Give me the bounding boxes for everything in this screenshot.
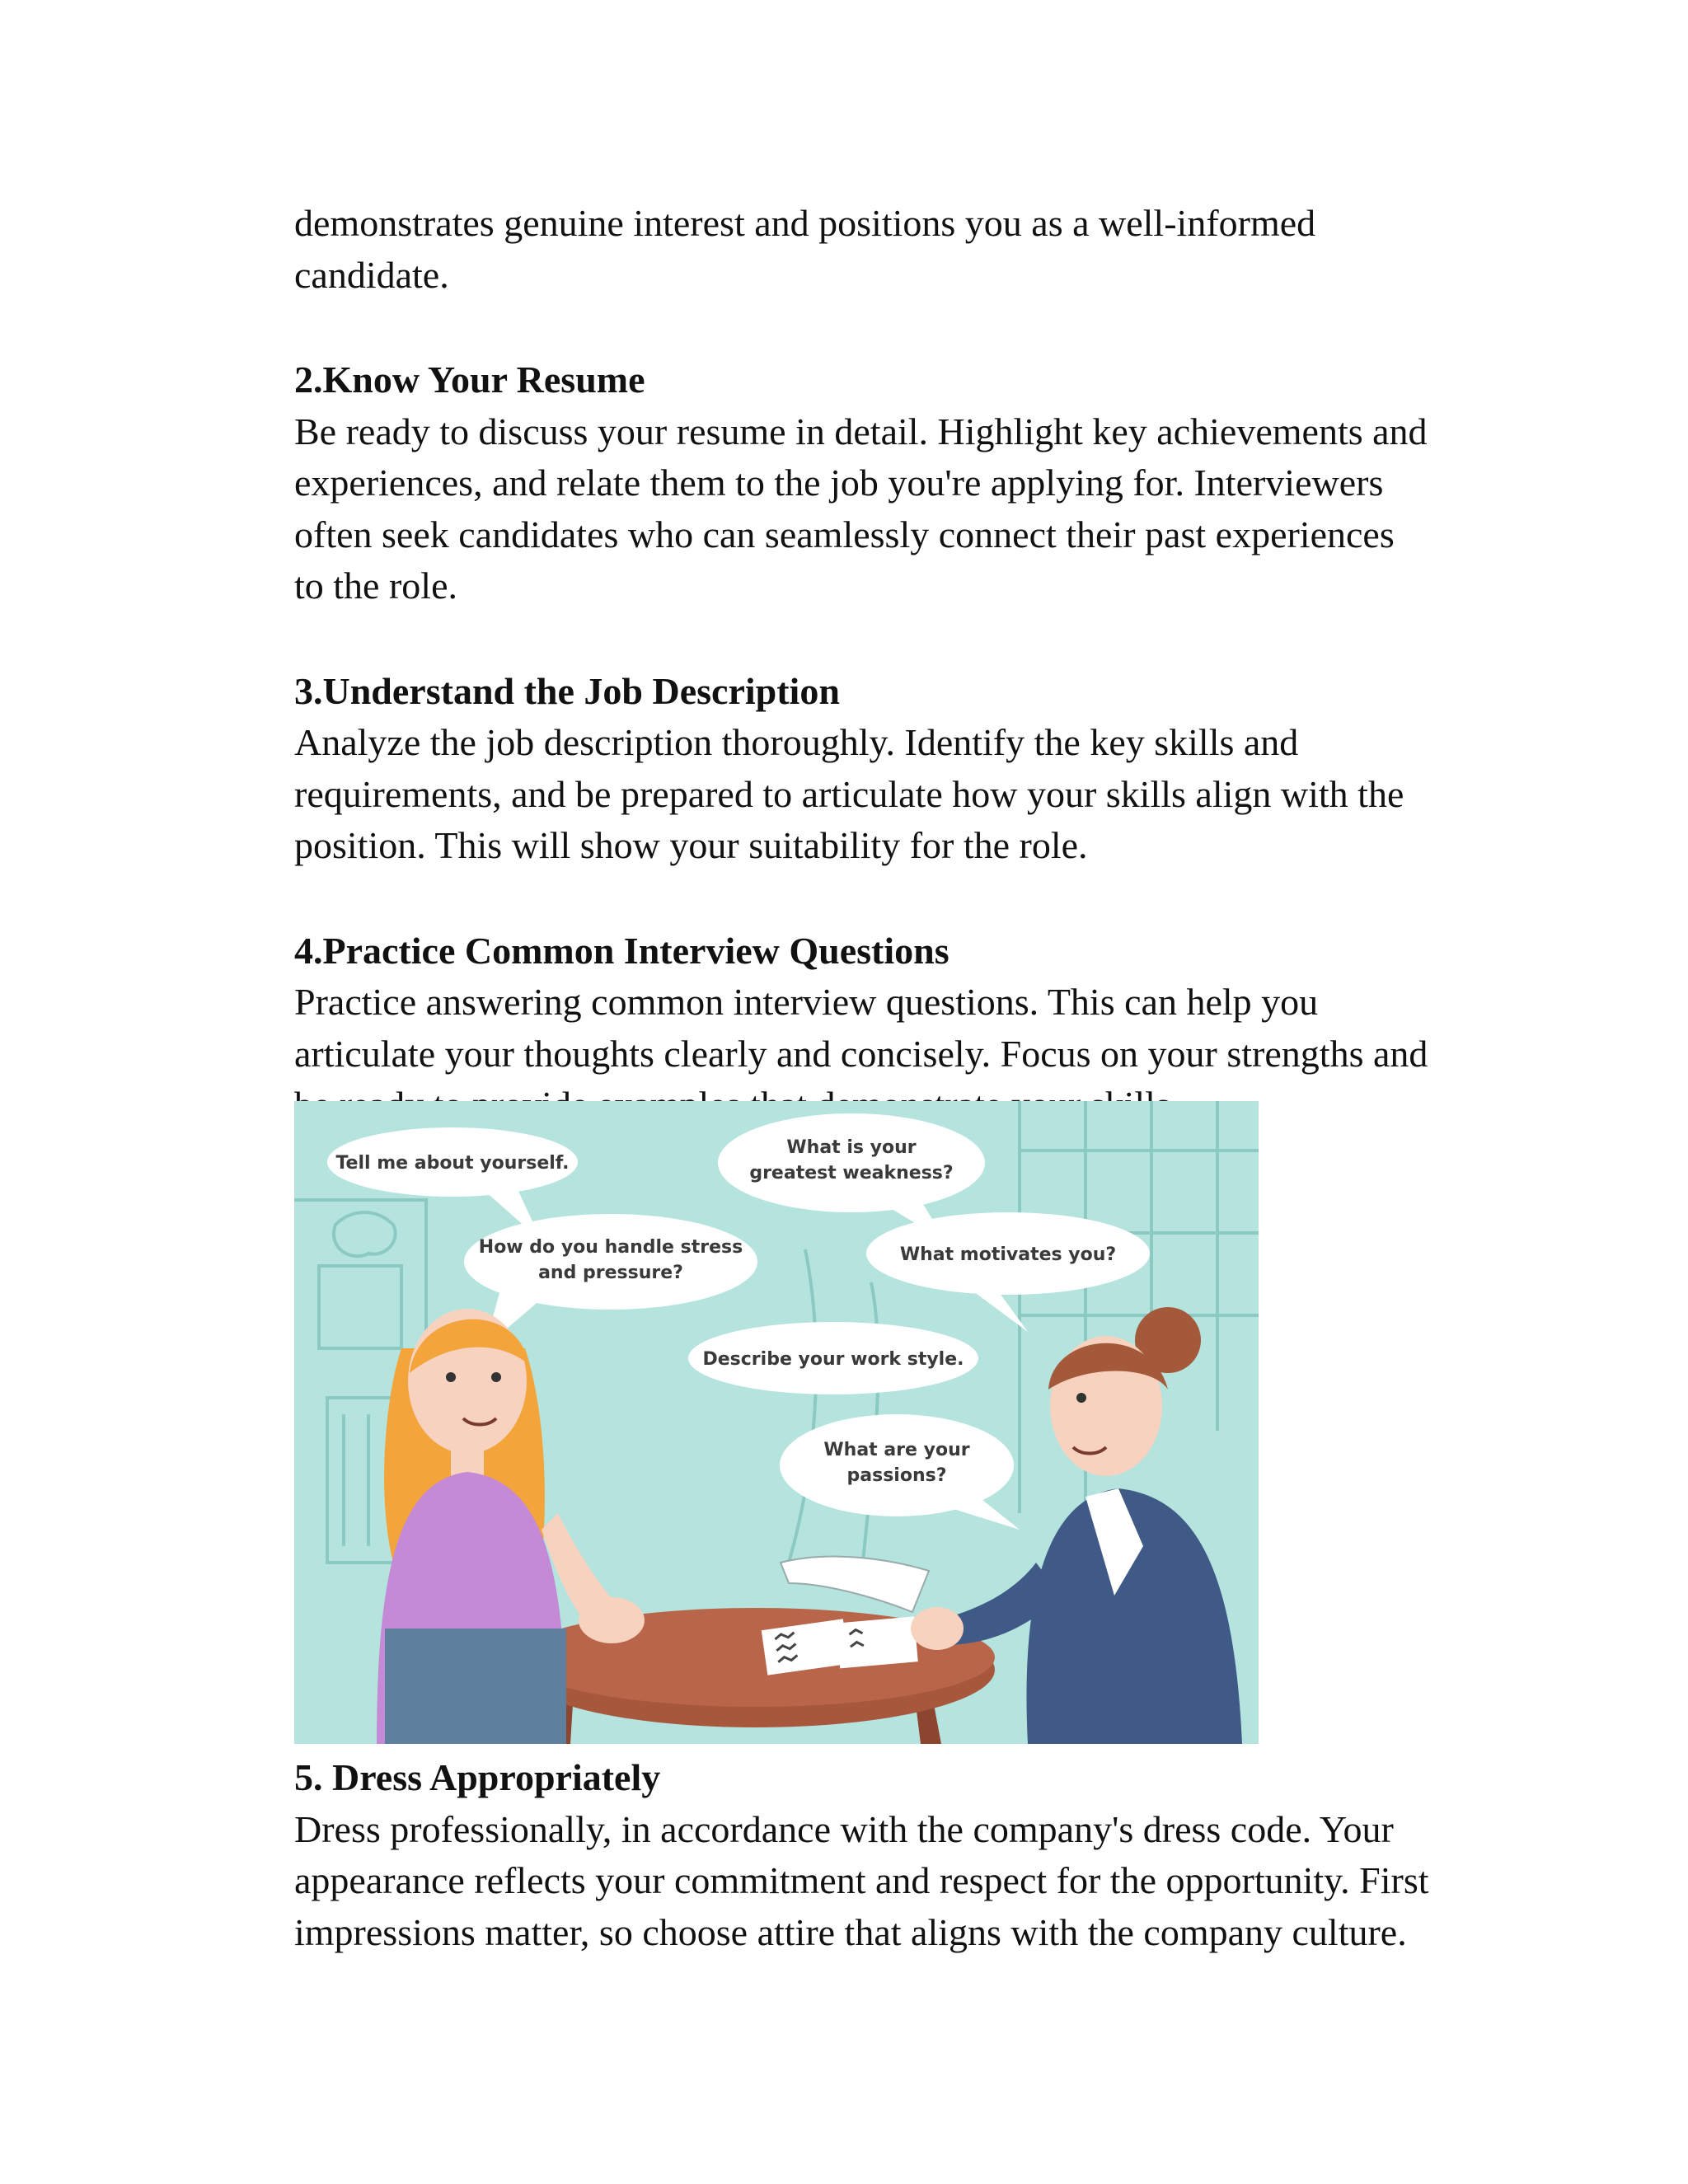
interview-scene-image: [294, 1101, 1259, 1744]
bubble-text: Describe your work style.: [702, 1349, 964, 1370]
section-heading-know-resume: 2.Know Your Resume: [294, 359, 645, 401]
interview-illustration: [294, 1101, 1259, 1744]
section-body-practice-questions: Practice answering common interview questions. This can help you articulate your thoughts clearly and concisely. Focus on your strengths and: [294, 981, 1428, 1075]
bubble-text: What is your: [786, 1137, 917, 1158]
intro-paragraph-continued: demonstrates genuine interest and positions you as a well-informed candidate.: [294, 202, 1316, 296]
section-dress: [294, 1752, 1448, 1958]
bubble-text: How do you handle stress: [478, 1237, 743, 1258]
bubble-text: passions?: [846, 1465, 947, 1486]
section-body-know-resume: Be ready to discuss your resume in detail. Highlight key achievements and experiences, and relate them to the job you're applying for. Interviewers often seek candidates who can seamlessly connect their past experiences to the role.: [294, 410, 1428, 607]
section-heading-job-description: 3.Understand the Job Description: [294, 669, 840, 712]
section-heading-dress: 5. Dress Appropriately: [294, 1756, 661, 1798]
section-body-dress: Dress professionally, in accordance with the company's dress code. Your appearance reflects your commitment and respect for the opportunity. First impressions matter, so choose attire that aligns with the company culture.: [294, 1807, 1429, 1953]
bubble-text: greatest weakness?: [749, 1163, 954, 1183]
bubble-text: What are your: [823, 1440, 970, 1460]
speech-bubble-work-style: [688, 1322, 978, 1394]
document-text: [294, 198, 1448, 1132]
section-body-job-description: Analyze the job description thoroughly. Identify the key skills and requirements, and be prepared to articulate how your skills align with the position. This will show your suitability for the role.: [294, 721, 1404, 866]
bubble-text: and pressure?: [538, 1263, 683, 1283]
bubble-text: Tell me about yourself.: [335, 1153, 570, 1174]
bubble-text: What motivates you?: [899, 1244, 1117, 1265]
section-heading-practice-questions: 4.Practice Common Interview Questions: [294, 929, 950, 972]
